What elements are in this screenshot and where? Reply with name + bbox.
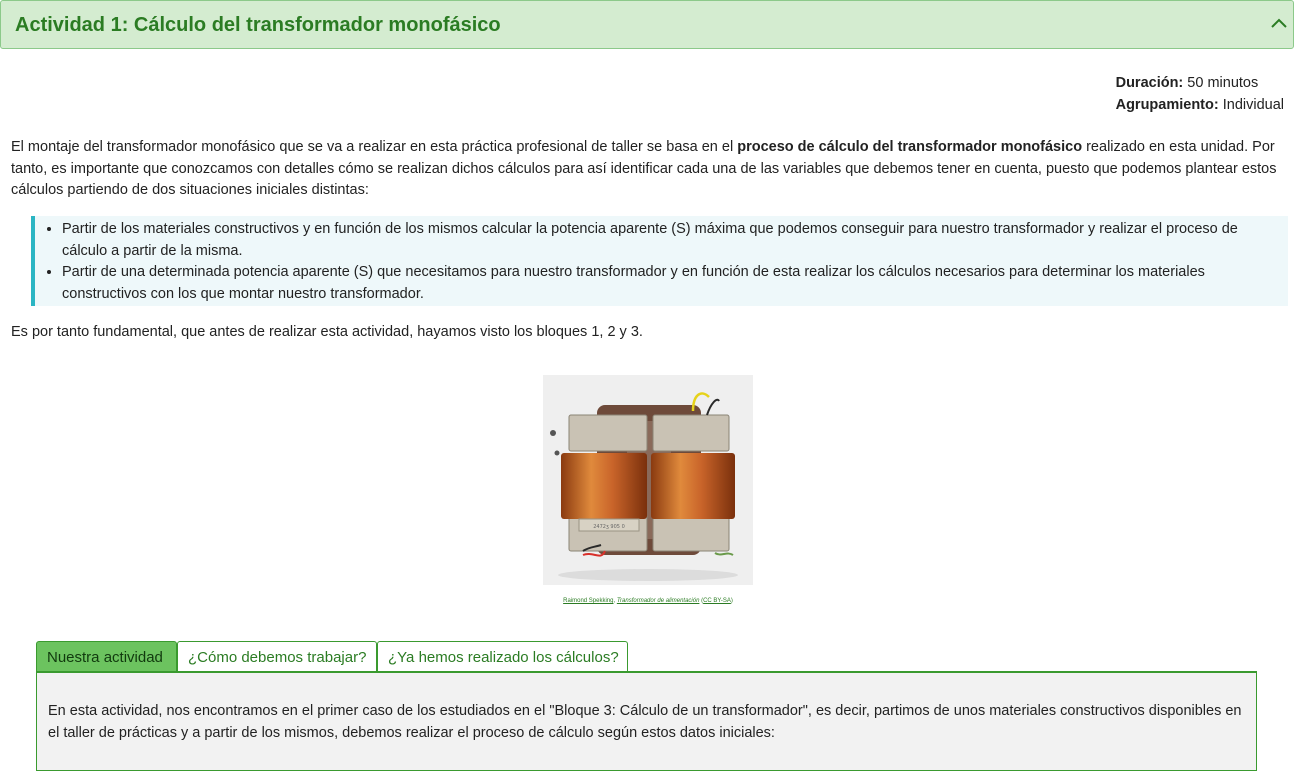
grouping-value: Individual — [1222, 97, 1284, 113]
transformer-photo — [543, 375, 753, 585]
tab-nuestra-actividad[interactable]: Nuestra actividad — [36, 641, 177, 671]
list-item: • Partir de los materiales constructivos y en función de los mismos calcular la potencia aparente (S) máxima que podemos conseguir para nuestro transformador y realizar el proceso de cálculo a partir de la misma. — [62, 219, 1278, 262]
activity-header[interactable] — [0, 0, 1294, 49]
chevron-up-icon[interactable] — [1269, 13, 1289, 33]
grouping-label: Agrupamiento: — [1115, 97, 1219, 113]
intro-text-2: realizado en esta unidad. Por tanto, es importante que conozcamos con detalles cómo se realizan dichos cálculos para así identificar cada una de las variables que debemos tener en cuenta, puesto que podemos plantear estos cálculos partiendo de dos situaciones iniciales distintas: — [11, 139, 1277, 198]
caption-title-link[interactable]: Transformador de alimentación — [616, 598, 700, 604]
tab-calculos-realizados[interactable]: ¿Ya hemos realizado los cálculos? — [377, 641, 628, 671]
tab-panel — [36, 671, 1257, 771]
duration-value: 50 minutos — [1187, 75, 1259, 91]
tab-como-trabajar[interactable]: ¿Cómo debemos trabajar? — [177, 641, 377, 671]
activity-title: Actividad 1: Cálculo del transformador monofásico — [15, 14, 501, 36]
image-caption: Raimond Spekking, Transformador de alimentación (CC BY-SA) — [563, 598, 733, 604]
intro-bold: proceso de cálculo del transformador monofásico — [737, 139, 1083, 155]
situations-callout — [31, 216, 1288, 306]
intro-paragraph — [11, 137, 1286, 202]
situations-list — [35, 216, 1288, 305]
duration-label: Duración: — [1115, 75, 1184, 91]
caption-author-link[interactable]: Raimond Spekking — [563, 598, 614, 604]
duration-row — [1116, 72, 1284, 94]
panel-text: En esta actividad, nos encontramos en el primer caso de los estudiados en el "Bloque 3: Cálculo de un transformador", es decir, partimos de unos materiales constructivos disponibles en el taller de prácticas y a partir de los mismos, debemos realizar el proceso de cálculo según estos datos iniciales: — [48, 703, 1242, 741]
grouping-row — [1116, 94, 1284, 116]
list-item: • Partir de una determinada potencia aparente (S) que necesitamos para nuestro transformador y en función de esta realizar los cálculos necesarios para determinar los materiales constructivos con los que montar nuestro transformador. — [62, 262, 1278, 305]
intro-text-1: El montaje del transformador monofásico que se va a realizar en esta práctica profesional de taller se basa en el — [11, 139, 738, 155]
activity-meta — [1116, 72, 1284, 116]
plate-text: 2472ʒ 905 0 — [593, 524, 625, 530]
prerequisite-note: Es por tanto fundamental, que antes de realizar esta actividad, hayamos visto los bloques 1, 2 y 3. — [11, 324, 643, 340]
caption-license-link[interactable]: CC BY-SA — [703, 598, 731, 604]
